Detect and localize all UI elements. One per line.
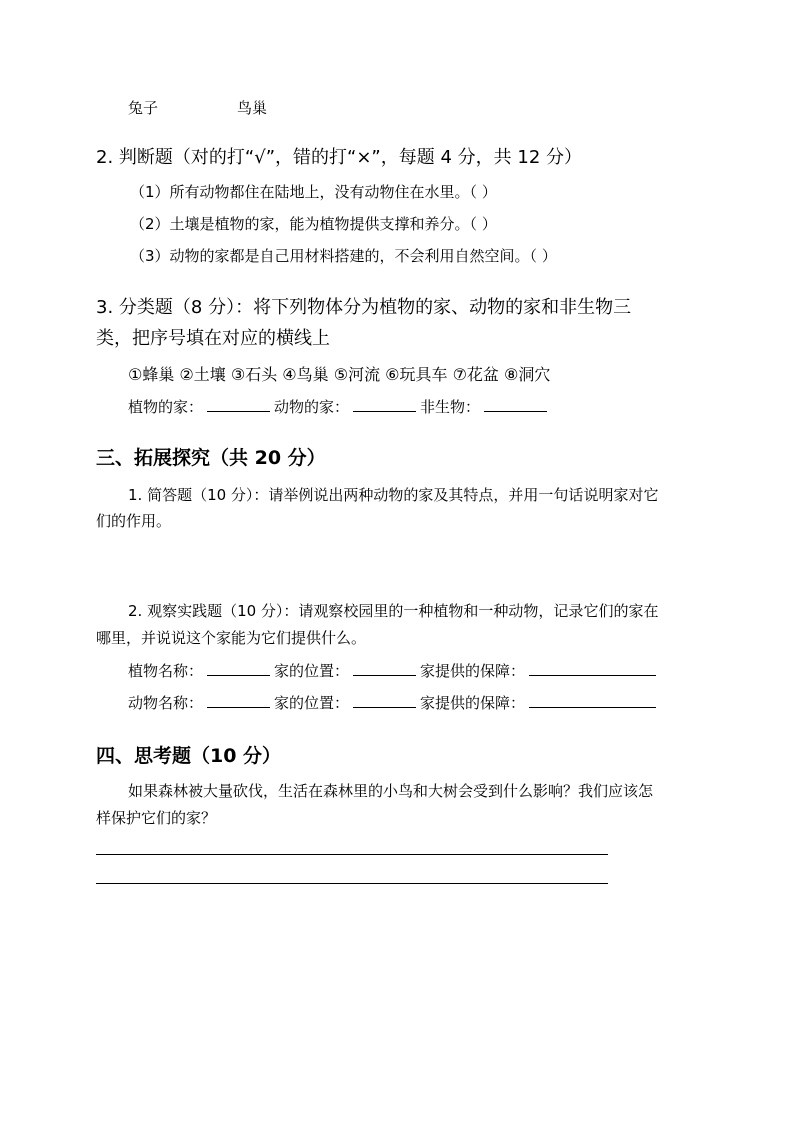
- animal-support-label: 家提供的保障：: [420, 694, 526, 712]
- section3-q1-line1: 1. 简答题（10 分）：请举例说出两种动物的家及其特点，并用一句话说明家对它: [128, 486, 659, 504]
- plant-home-label: 植物的家：: [128, 398, 204, 416]
- section4-title: 四、思考题（10 分）: [96, 745, 282, 767]
- section4-line2: 样保护它们的家？: [96, 809, 217, 827]
- animal-home-blank[interactable]: [353, 397, 416, 412]
- section3-title: 三、拓展探究（共 20 分）: [96, 447, 326, 469]
- section4-line1: 如果森林被大量砍伐，生活在森林里的小鸟和大树会受到什么影响？我们应该怎: [128, 782, 654, 800]
- animal-location-blank[interactable]: [353, 693, 416, 708]
- animal-support-blank[interactable]: [529, 693, 656, 708]
- plant-location-blank[interactable]: [353, 661, 416, 676]
- classify-heading-line2: 类，把序号填在对应的横线上: [96, 328, 330, 349]
- judgement-item-2: （2）土壤是植物的家，能为植物提供支撑和养分。（ ）: [130, 215, 497, 233]
- nonliving-blank[interactable]: [484, 397, 547, 412]
- animal-name-label: 动物名称：: [128, 694, 204, 712]
- plant-support-label: 家提供的保障：: [420, 662, 526, 680]
- section3-q2-line2: 哪里，并说说这个家能为它们提供什么。: [96, 629, 367, 647]
- plant-observation-row: [128, 660, 660, 681]
- section3-q1-line2: 们的作用。: [96, 512, 172, 530]
- answer-line-1[interactable]: [96, 854, 608, 855]
- animal-name-blank[interactable]: [207, 693, 270, 708]
- classify-answer-row: [128, 396, 551, 417]
- nonliving-label: 非生物：: [420, 398, 481, 416]
- animal-observation-row: [128, 692, 660, 713]
- plant-location-label: 家的位置：: [274, 662, 350, 680]
- plant-name-blank[interactable]: [207, 661, 270, 676]
- section3-q2-line1: 2. 观察实践题（10 分）：请观察校园里的一种植物和一种动物，记录它们的家在: [128, 602, 659, 620]
- plant-support-blank[interactable]: [529, 661, 656, 676]
- judgement-heading: 2. 判断题（对的打“√”，错的打“×”，每题 4 分，共 12 分）: [96, 147, 582, 168]
- plant-home-blank[interactable]: [207, 397, 270, 412]
- item-rabbit: 兔子: [128, 99, 159, 117]
- judgement-item-3: （3）动物的家都是自己用材料搭建的，不会利用自然空间。（ ）: [130, 247, 557, 265]
- classify-heading-line1: 3. 分类题（8 分）：将下列物体分为植物的家、动物的家和非生物三: [96, 297, 632, 318]
- animal-home-label: 动物的家：: [274, 398, 350, 416]
- classify-options: ①蜂巢 ②土壤 ③石头 ④鸟巢 ⑤河流 ⑥玩具车 ⑦花盆 ⑧洞穴: [128, 365, 551, 384]
- item-bird-nest: 鸟巢: [237, 99, 268, 117]
- judgement-item-1: （1）所有动物都住在陆地上，没有动物住在水里。（ ）: [130, 183, 497, 201]
- answer-line-2[interactable]: [96, 883, 608, 884]
- plant-name-label: 植物名称：: [128, 662, 204, 680]
- animal-location-label: 家的位置：: [274, 694, 350, 712]
